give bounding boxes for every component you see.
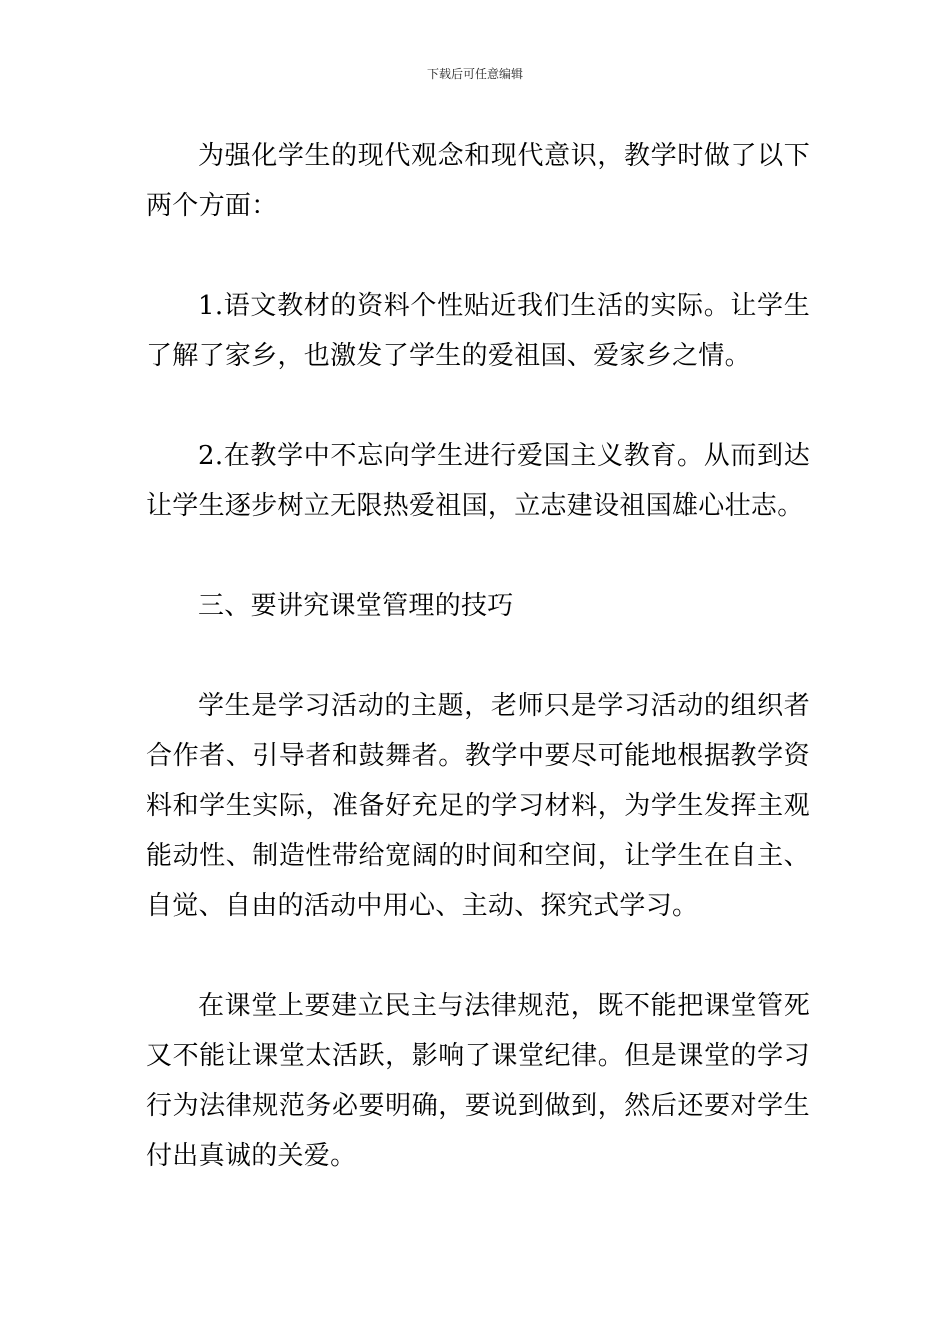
document-body	[146, 131, 810, 1231]
paragraph-classroom-rules: 在课堂上要建立民主与法律规范，既不能把课堂管死又不能让课堂太活跃，影响了课堂纪律。但是课堂的学习行为法律规范务必要明确，要说到做到，然后还要对学生付出真诚的关爱。	[146, 991, 810, 1171]
page-header: 下载后可任意编辑	[426, 67, 523, 81]
paragraph-point-1: 1.语文教材的资料个性贴近我们生活的实际。让学生了解了家乡，也激发了学生的爱祖国、爱家乡之情。	[146, 291, 810, 371]
paragraph-point-2: 2.在教学中不忘向学生进行爱国主义教育。从而到达让学生逐步树立无限热爱祖国，立志建设祖国雄心壮志。	[146, 441, 810, 521]
section-heading-3: 三、要讲究课堂管理的技巧	[198, 591, 514, 621]
paragraph-intro: 为强化学生的现代观念和现代意识，教学时做了以下两个方面：	[146, 141, 810, 221]
paragraph-students-role: 学生是学习活动的主题，老师只是学习活动的组织者合作者、引导者和鼓舞者。教学中要尽可能地根据教学资料和学生实际，准备好充足的学习材料，为学生发挥主观能动性、制造性带给宽阔的时间和空间，让学生在自主、自觉、自由的活动中用心、主动、探究式学习。	[146, 691, 810, 921]
